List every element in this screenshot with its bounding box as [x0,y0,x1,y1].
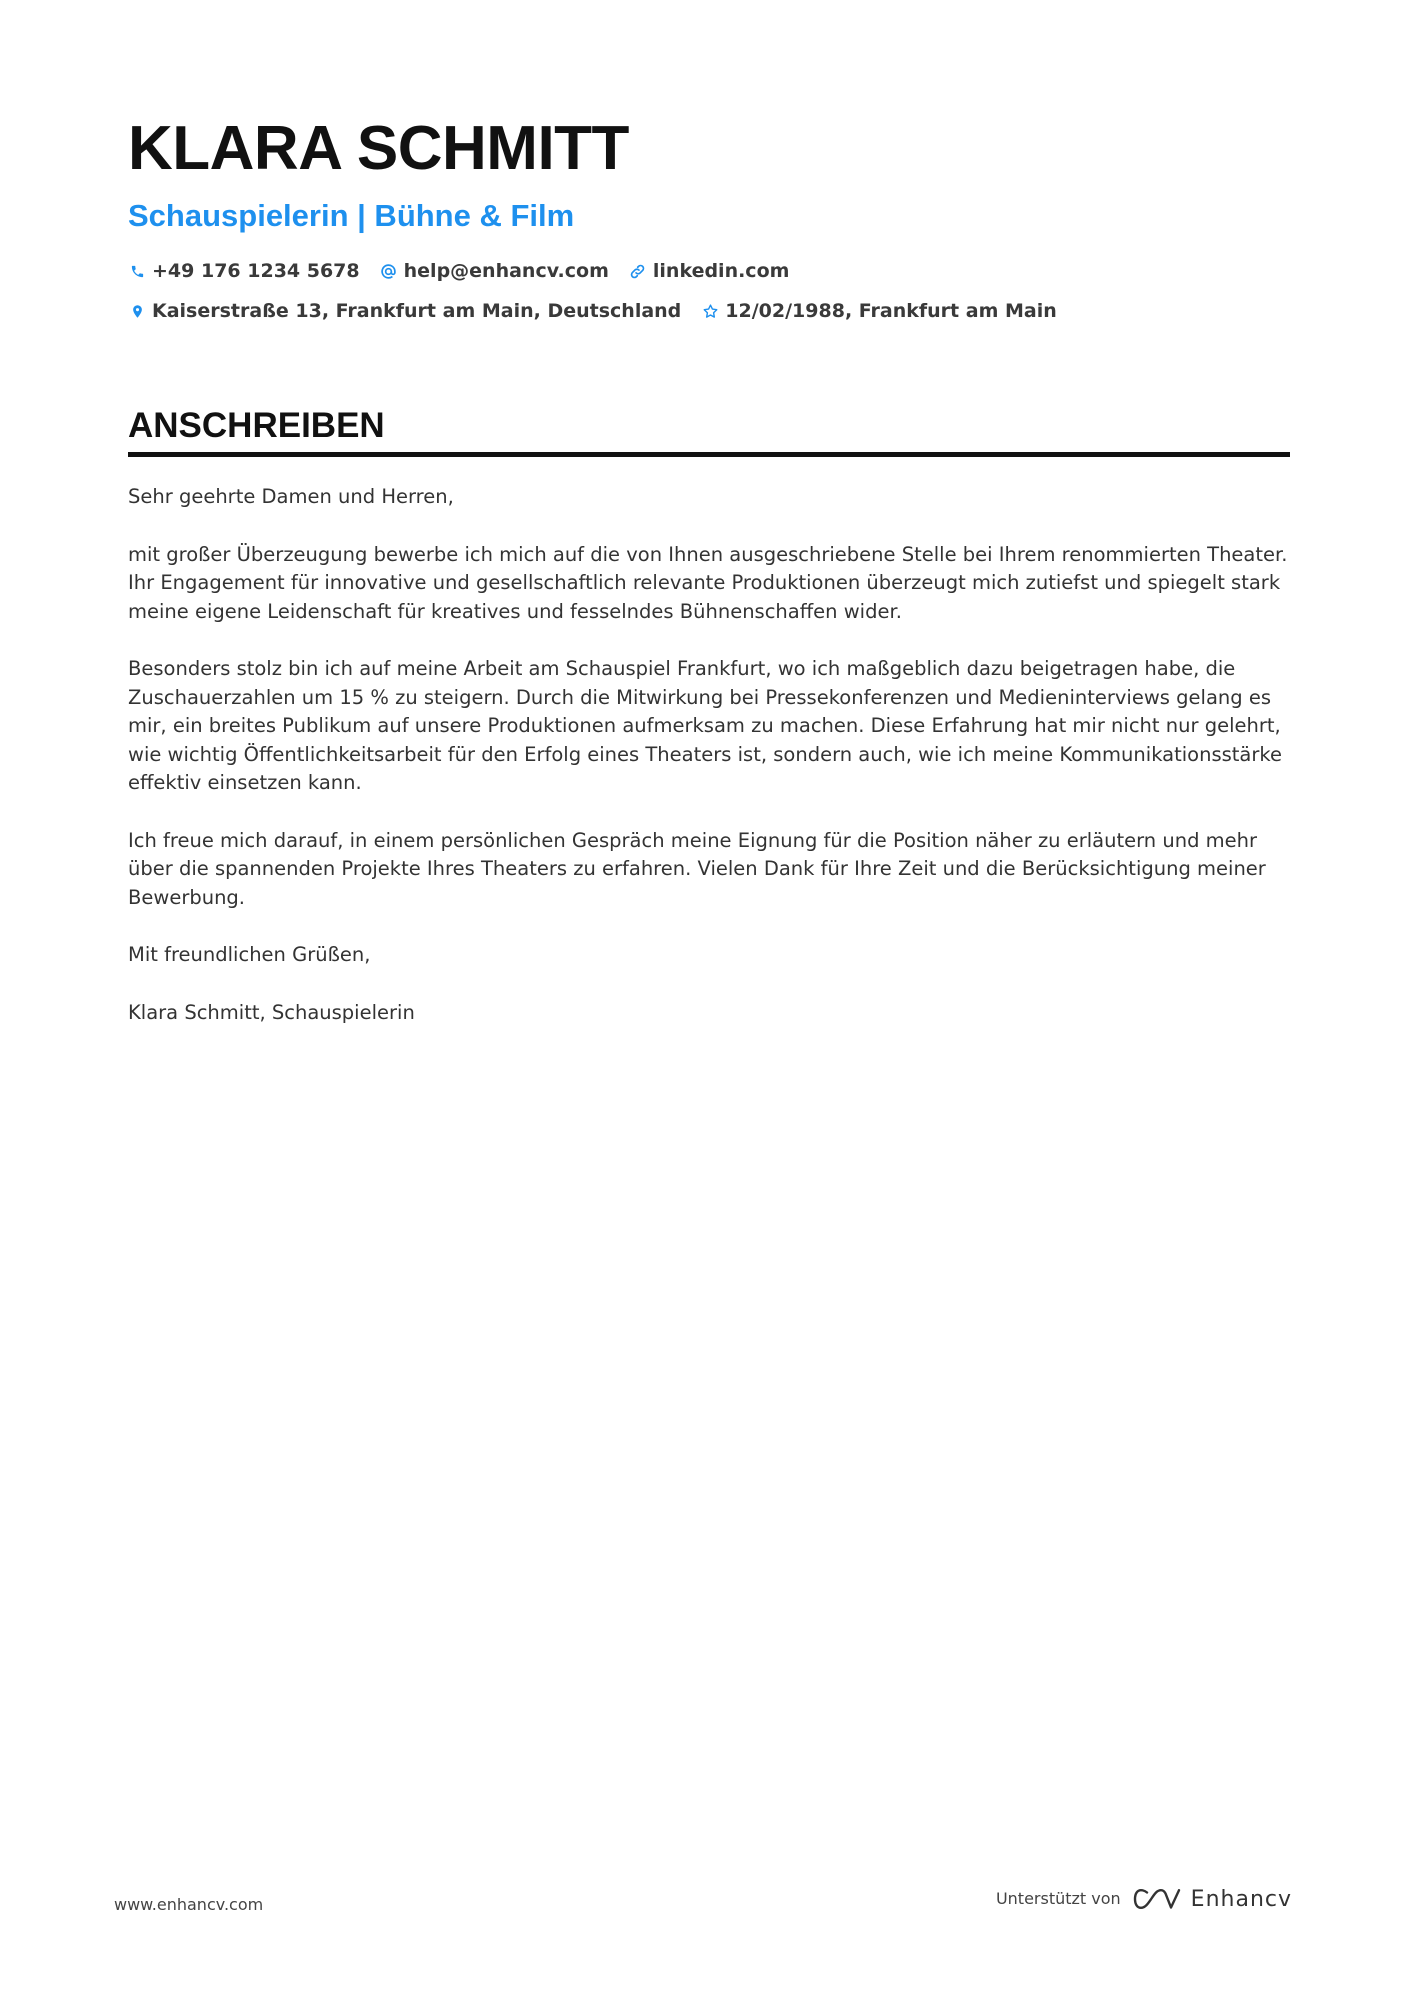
address: Kaiserstraße 13, Frankfurt am Main, Deutschland [152,300,682,322]
section-divider [128,452,1290,457]
candidate-name: KLARA SCHMITT [128,114,629,183]
email-address: help@enhancv.com [403,260,609,282]
letter-paragraph: Besonders stolz bin ich auf meine Arbeit am Schauspiel Frankfurt, wo ich maßgeblich dazu beigetragen habe, die Zuschauerzahlen um 15 % zu steigern. Durch die Mitwirkung bei Pressekonferenzen und Medieninterviews gelang es mir, ein breites Publikum auf unsere Produktionen aufmerksam zu machen. Diese Erfahrung hat mir nicht nur gelehrt, wie wichtig Öffentlichkeitsarbeit für den Erfolg eines Theaters ist, sondern auch, wie ich meine Kommunikationsstärke effektiv einsetzen kann. [128,657,1282,794]
at-icon [380,262,398,280]
resume-header [128,108,1290,326]
letter-signature: Klara Schmitt, Schauspielerin [128,1000,415,1024]
contact-phone [128,256,360,286]
location-pin-icon [128,302,146,320]
footer-branding [996,1886,1292,1912]
candidate-role: Schauspielerin | Bühne & Film [128,198,575,233]
footer-website[interactable]: www.enhancv.com [114,1895,264,1914]
contact-info [128,256,1290,326]
contact-address [128,296,681,326]
contact-linkedin [629,256,790,286]
letter-paragraph: mit großer Überzeugung bewerbe ich mich auf die von Ihnen ausgeschriebene Stelle bei Ihrem renommierten Theater. Ihr Engagement für innovative und gesellschaftlich relevante Produktionen überzeugt mich zutiefst und spiegelt stark meine eigene Leidenschaft für kreatives und fesselndes Bühnenschaffen wider. [128,542,1288,623]
linkedin-url: linkedin.com [652,260,790,282]
letter-salutation: Sehr geehrte Damen und Herren, [128,485,454,508]
cover-letter-section [128,402,1290,1056]
brand-name: Enhancv [1190,1886,1292,1912]
section-title: ANSCHREIBEN [128,406,385,445]
letter-closing: Mit freundlichen Grüßen, [128,943,371,966]
birth-date-place: 12/02/1988, Frankfurt am Main [725,300,1057,322]
letter-paragraph: Ich freue mich darauf, in einem persönlichen Gespräch meine Eignung für die Position näher zu erläutern und mehr über die spannenden Projekte Ihres Theaters zu erfahren. Vielen Dank für Ihre Zeit und die Berücksichtigung meiner Bewerbung. [128,828,1266,909]
letter-body [128,483,1290,1027]
powered-by-label: Unterstützt von [995,1889,1121,1908]
phone-icon [128,262,146,280]
contact-email [380,256,609,286]
phone-number: +49 176 1234 5678 [152,260,360,282]
star-icon [701,302,719,320]
enhancv-logo-icon [1133,1886,1181,1912]
link-icon [629,262,647,280]
contact-birth [701,296,1056,326]
